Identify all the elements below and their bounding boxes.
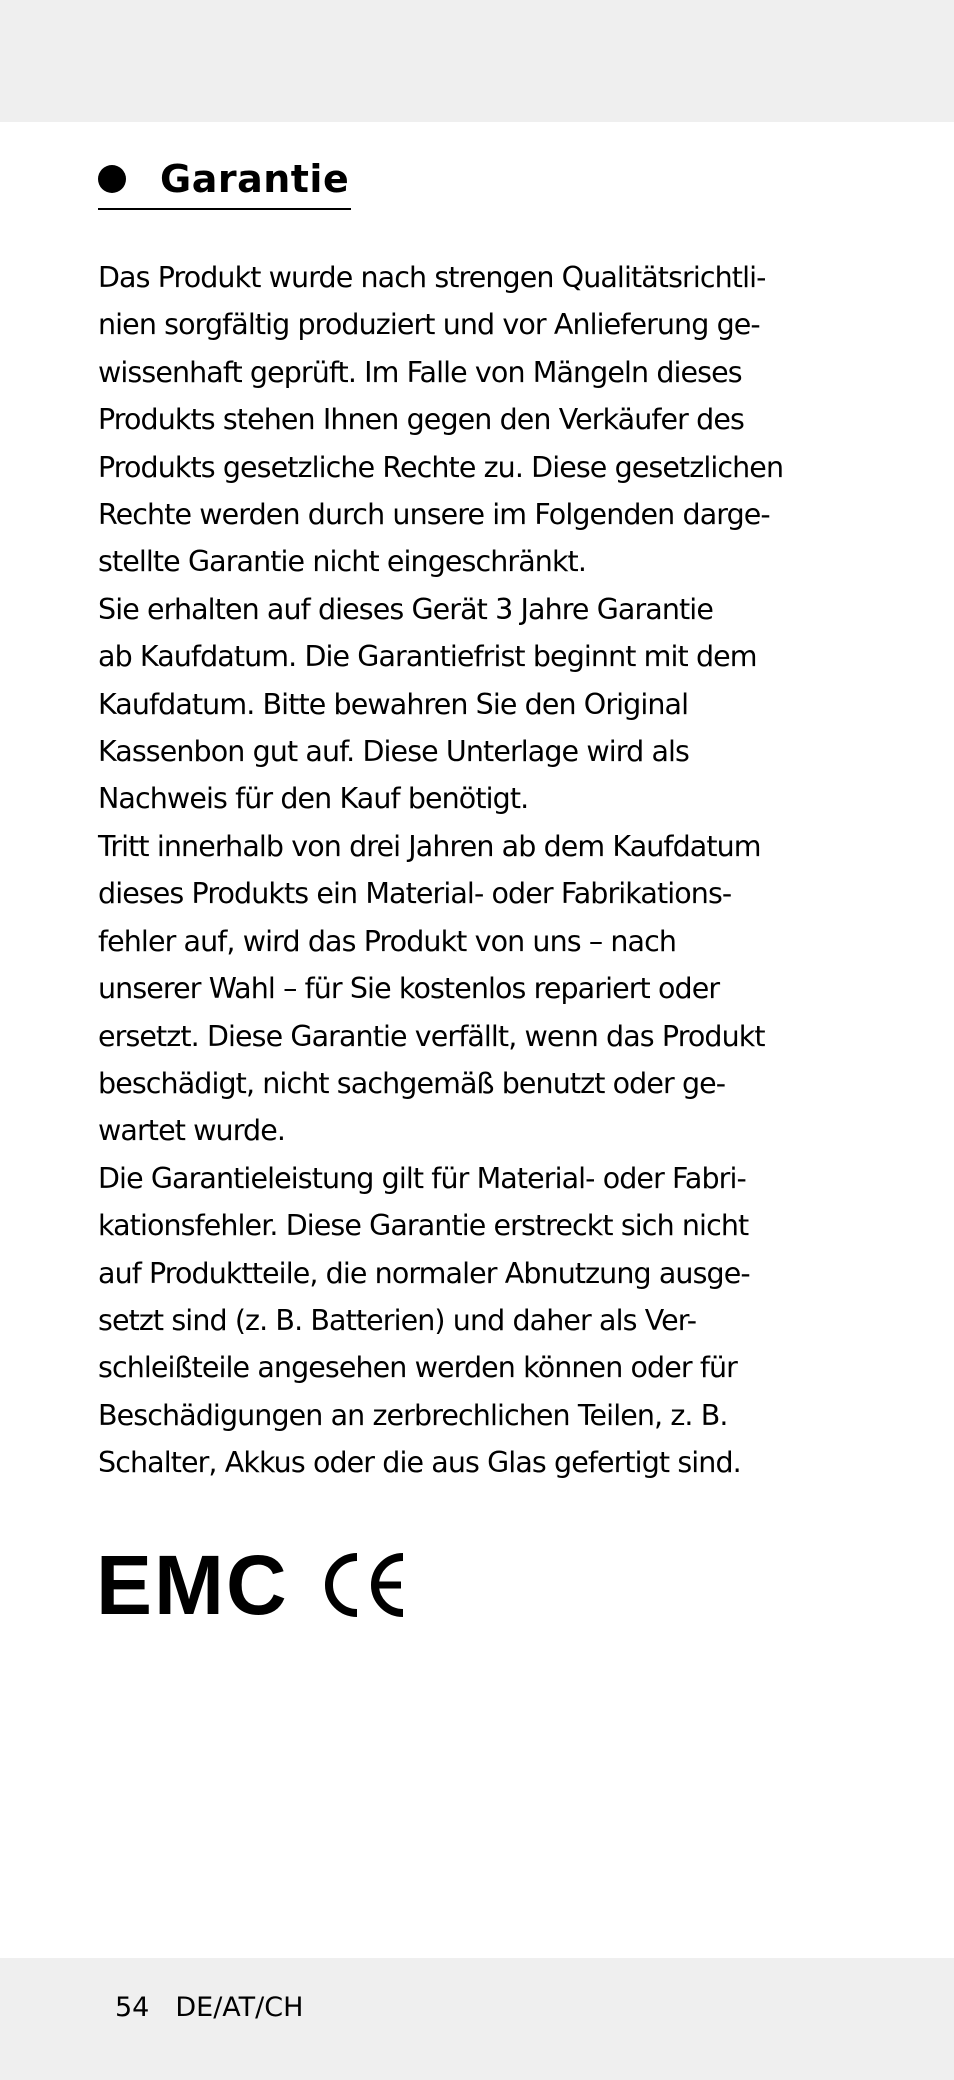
top-margin-band	[0, 0, 954, 122]
text-line: Produkts gesetzliche Rechte zu. Diese gesetzlichen	[98, 450, 784, 484]
section-heading	[98, 150, 351, 210]
text-line: wissenhaft geprüft. Im Falle von Mängeln dieses	[98, 355, 742, 389]
text-line: Schalter, Akkus oder die aus Glas gefertigt sind.	[98, 1446, 741, 1480]
text-line: ersetzt. Diese Garantie verfällt, wenn das Produkt	[98, 1019, 765, 1053]
warranty-text	[98, 254, 858, 1487]
bullet-icon	[98, 165, 126, 193]
text-line: schleißteile angesehen werden können oder für	[98, 1351, 737, 1385]
text-line: Sie erhalten auf dieses Gerät 3 Jahre Garantie	[98, 592, 713, 626]
page-number: 54	[115, 1992, 150, 2023]
text-line: Die Garantieleistung gilt für Material- oder Fabri-	[98, 1161, 746, 1195]
text-line: Kaufdatum. Bitte bewahren Sie den Original	[98, 687, 689, 721]
ce-mark-icon	[325, 1553, 409, 1617]
text-line: Rechte werden durch unsere im Folgenden darge-	[98, 498, 770, 532]
page-footer	[115, 1990, 303, 2026]
text-line: auf Produktteile, die normaler Abnutzung ausge-	[98, 1256, 750, 1290]
heading-title: Garantie	[160, 157, 350, 201]
text-line: dieses Produkts ein Material- oder Fabrikations-	[98, 877, 732, 911]
text-line: nien sorgfältig produziert und vor Anlieferung ge-	[98, 308, 760, 342]
text-line: stellte Garantie nicht eingeschränkt.	[98, 545, 586, 579]
text-line: Nachweis für den Kauf benötigt.	[98, 782, 529, 816]
text-line: setzt sind (z. B. Batterien) und daher als Ver-	[98, 1303, 697, 1337]
text-line: Kassenbon gut auf. Diese Unterlage wird als	[98, 735, 689, 769]
text-line: Produkts stehen Ihnen gegen den Verkäufer des	[98, 403, 744, 437]
text-line: wartet wurde.	[98, 1114, 286, 1148]
text-line: fehler auf, wird das Produkt von uns – nach	[98, 924, 677, 958]
text-line: ab Kaufdatum. Die Garantiefrist beginnt mit dem	[98, 640, 757, 674]
text-line: beschädigt, nicht sachgemäß benutzt oder ge-	[98, 1066, 726, 1100]
text-line: Tritt innerhalb von drei Jahren ab dem Kaufdatum	[98, 829, 761, 863]
certification-marks	[96, 1538, 409, 1632]
text-line: kationsfehler. Diese Garantie erstreckt sich nicht	[98, 1209, 749, 1243]
region-label: DE/AT/CH	[175, 1992, 304, 2023]
text-line: Das Produkt wurde nach strengen Qualitätsrichtli-	[98, 261, 766, 294]
text-line: Beschädigungen an zerbrechlichen Teilen, z. B.	[98, 1398, 728, 1432]
emc-mark: EMC	[96, 1538, 289, 1632]
text-line: unserer Wahl – für Sie kostenlos repariert oder	[98, 972, 720, 1006]
